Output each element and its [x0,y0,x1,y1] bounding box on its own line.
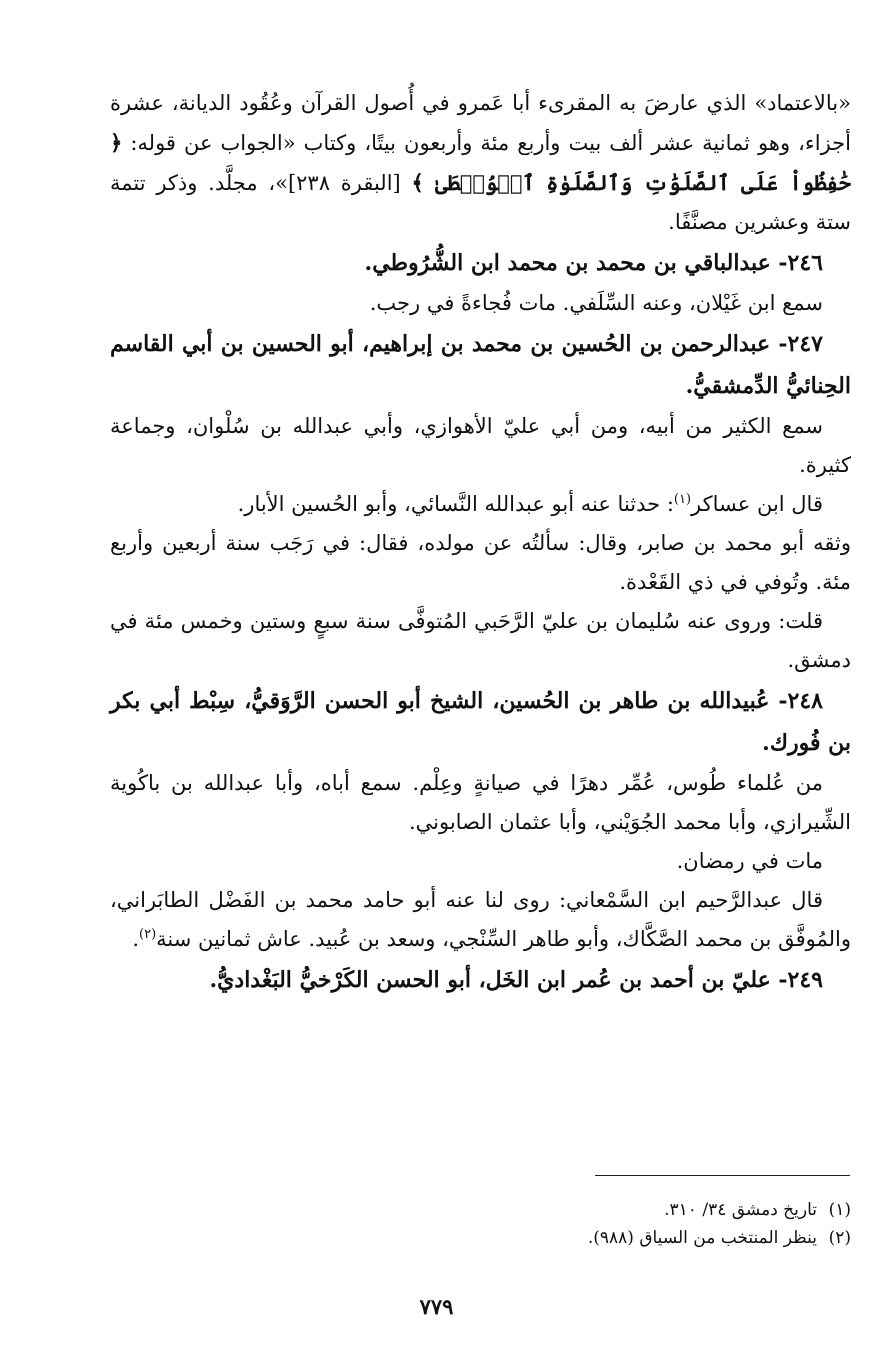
paragraph-text: : حدثنا عنه أبو عبدالله النَّسائي، وأبو الحُسين الأبار. [237,492,674,516]
entry-paragraph: سمع الكثير من أبيه، ومن أبي عليّ الأهوازي، وأبي عبدالله بن سُلْوان، وجماعة كثيرة. [110,414,851,477]
footnote-reference: (١) [673,492,692,507]
entry-paragraph: وثقه أبو محمد بن صابر، وقال: سألتُه عن مولده، فقال: في رَجَب سنة أربعين وأربع مئة. وتُوفي في ذي القَعْدة. [110,531,851,594]
footnote-reference: (٢) [139,927,157,942]
paragraph-text: «بالاعتماد» الذي عارضَ به المقرىء أبا عَمرو في أُصول القرآن وعُقُود الديانة، عشرة أجزاء، وهو ثمانية عشر ألف بيت وأربع مئة وأربعون بيتًا، وكتاب «الجواب عن قوله: [110,91,851,155]
footnote-text: تاريخ دمشق ٣٤/ ٣١٠. [664,1200,817,1220]
quran-verse: ﴿ حَٰفِظُواْ عَلَى ٱلصَّلَوَٰتِ وَٱلصَّلَوٰةِ ٱلۡوُسۡطَىٰ ﴾ [110,130,851,195]
entry-heading-249: ٢٤٩- عليّ بن أحمد بن عُمر ابن الخَل، أبو الحسن الكَرْخيُّ البَغْداديُّ. [209,967,823,993]
footnote-text: ينظر المنتخب من السياق (٩٨٨). [587,1228,817,1248]
paragraph-text: [البقرة ٢٣٨]»، مجلَّد. وذكر تتمة ستة وعشرين مصنَّفًا. [110,171,851,234]
entry-paragraph: من عُلماء طُوس، عُمِّر دهرًا في صيانةٍ وعِلْم. سمع أباه، وأبا عبدالله بن باكُوية الشِّيرازي، وأبا محمد الجُوَيْني، وأبا عثمان الصابوني. [110,771,851,834]
entry-heading-247: ٢٤٧- عبدالرحمن بن الحُسين بن محمد بن إبراهيم، أبو الحسين بن أبي القاسم الحِنائيُّ الدِّمشقيُّ. [110,331,851,399]
entry-paragraph: مات في رمضان. [676,849,823,873]
entry-paragraph [110,881,851,959]
paragraph-text: . [132,927,139,951]
paragraph-continuation [110,84,851,242]
footnotes [110,1196,851,1252]
entry-paragraph [110,485,851,524]
footnote-number: (١) [828,1200,851,1220]
paragraph-text: قال عبدالرَّحيم ابن السَّمْعاني: روى لنا عنه أبو حامد محمد بن الفَضْل الطابَراني، والمُوفَّق بن محمد الصَّكَّاك، وأبو طاهر السِّنْجي، وسعد بن عُبيد. عاش ثمانين سنة [110,888,851,951]
entry-paragraph: قلت: وروى عنه سُليمان بن عليّ الرَّحَبي المُتوفَّى سنة سبعٍ وستين وخمس مئة في دمشق. [110,609,851,672]
footnote-number: (٢) [828,1228,851,1248]
entry-paragraph: سمع ابن غَيْلان، وعنه السِّلَفي. مات فُجاءةً في رجب. [369,291,823,315]
footnote-separator [595,1175,850,1176]
entry-heading-248: ٢٤٨- عُبيدالله بن طاهر بن الحُسين، الشيخ أبو الحسن الرَّوَقيُّ، سِبْط أبي بكر بن فُورك. [110,688,851,756]
page-number: ٧٧٩ [419,1294,454,1319]
footnote-item [110,1224,851,1252]
entry-heading-246: ٢٤٦- عبدالباقي بن محمد بن محمد ابن الشُّرُوطي. [364,250,823,276]
footnote-item [110,1196,851,1224]
main-text [110,84,851,1001]
paragraph-text: قال ابن عساكر [691,492,823,516]
